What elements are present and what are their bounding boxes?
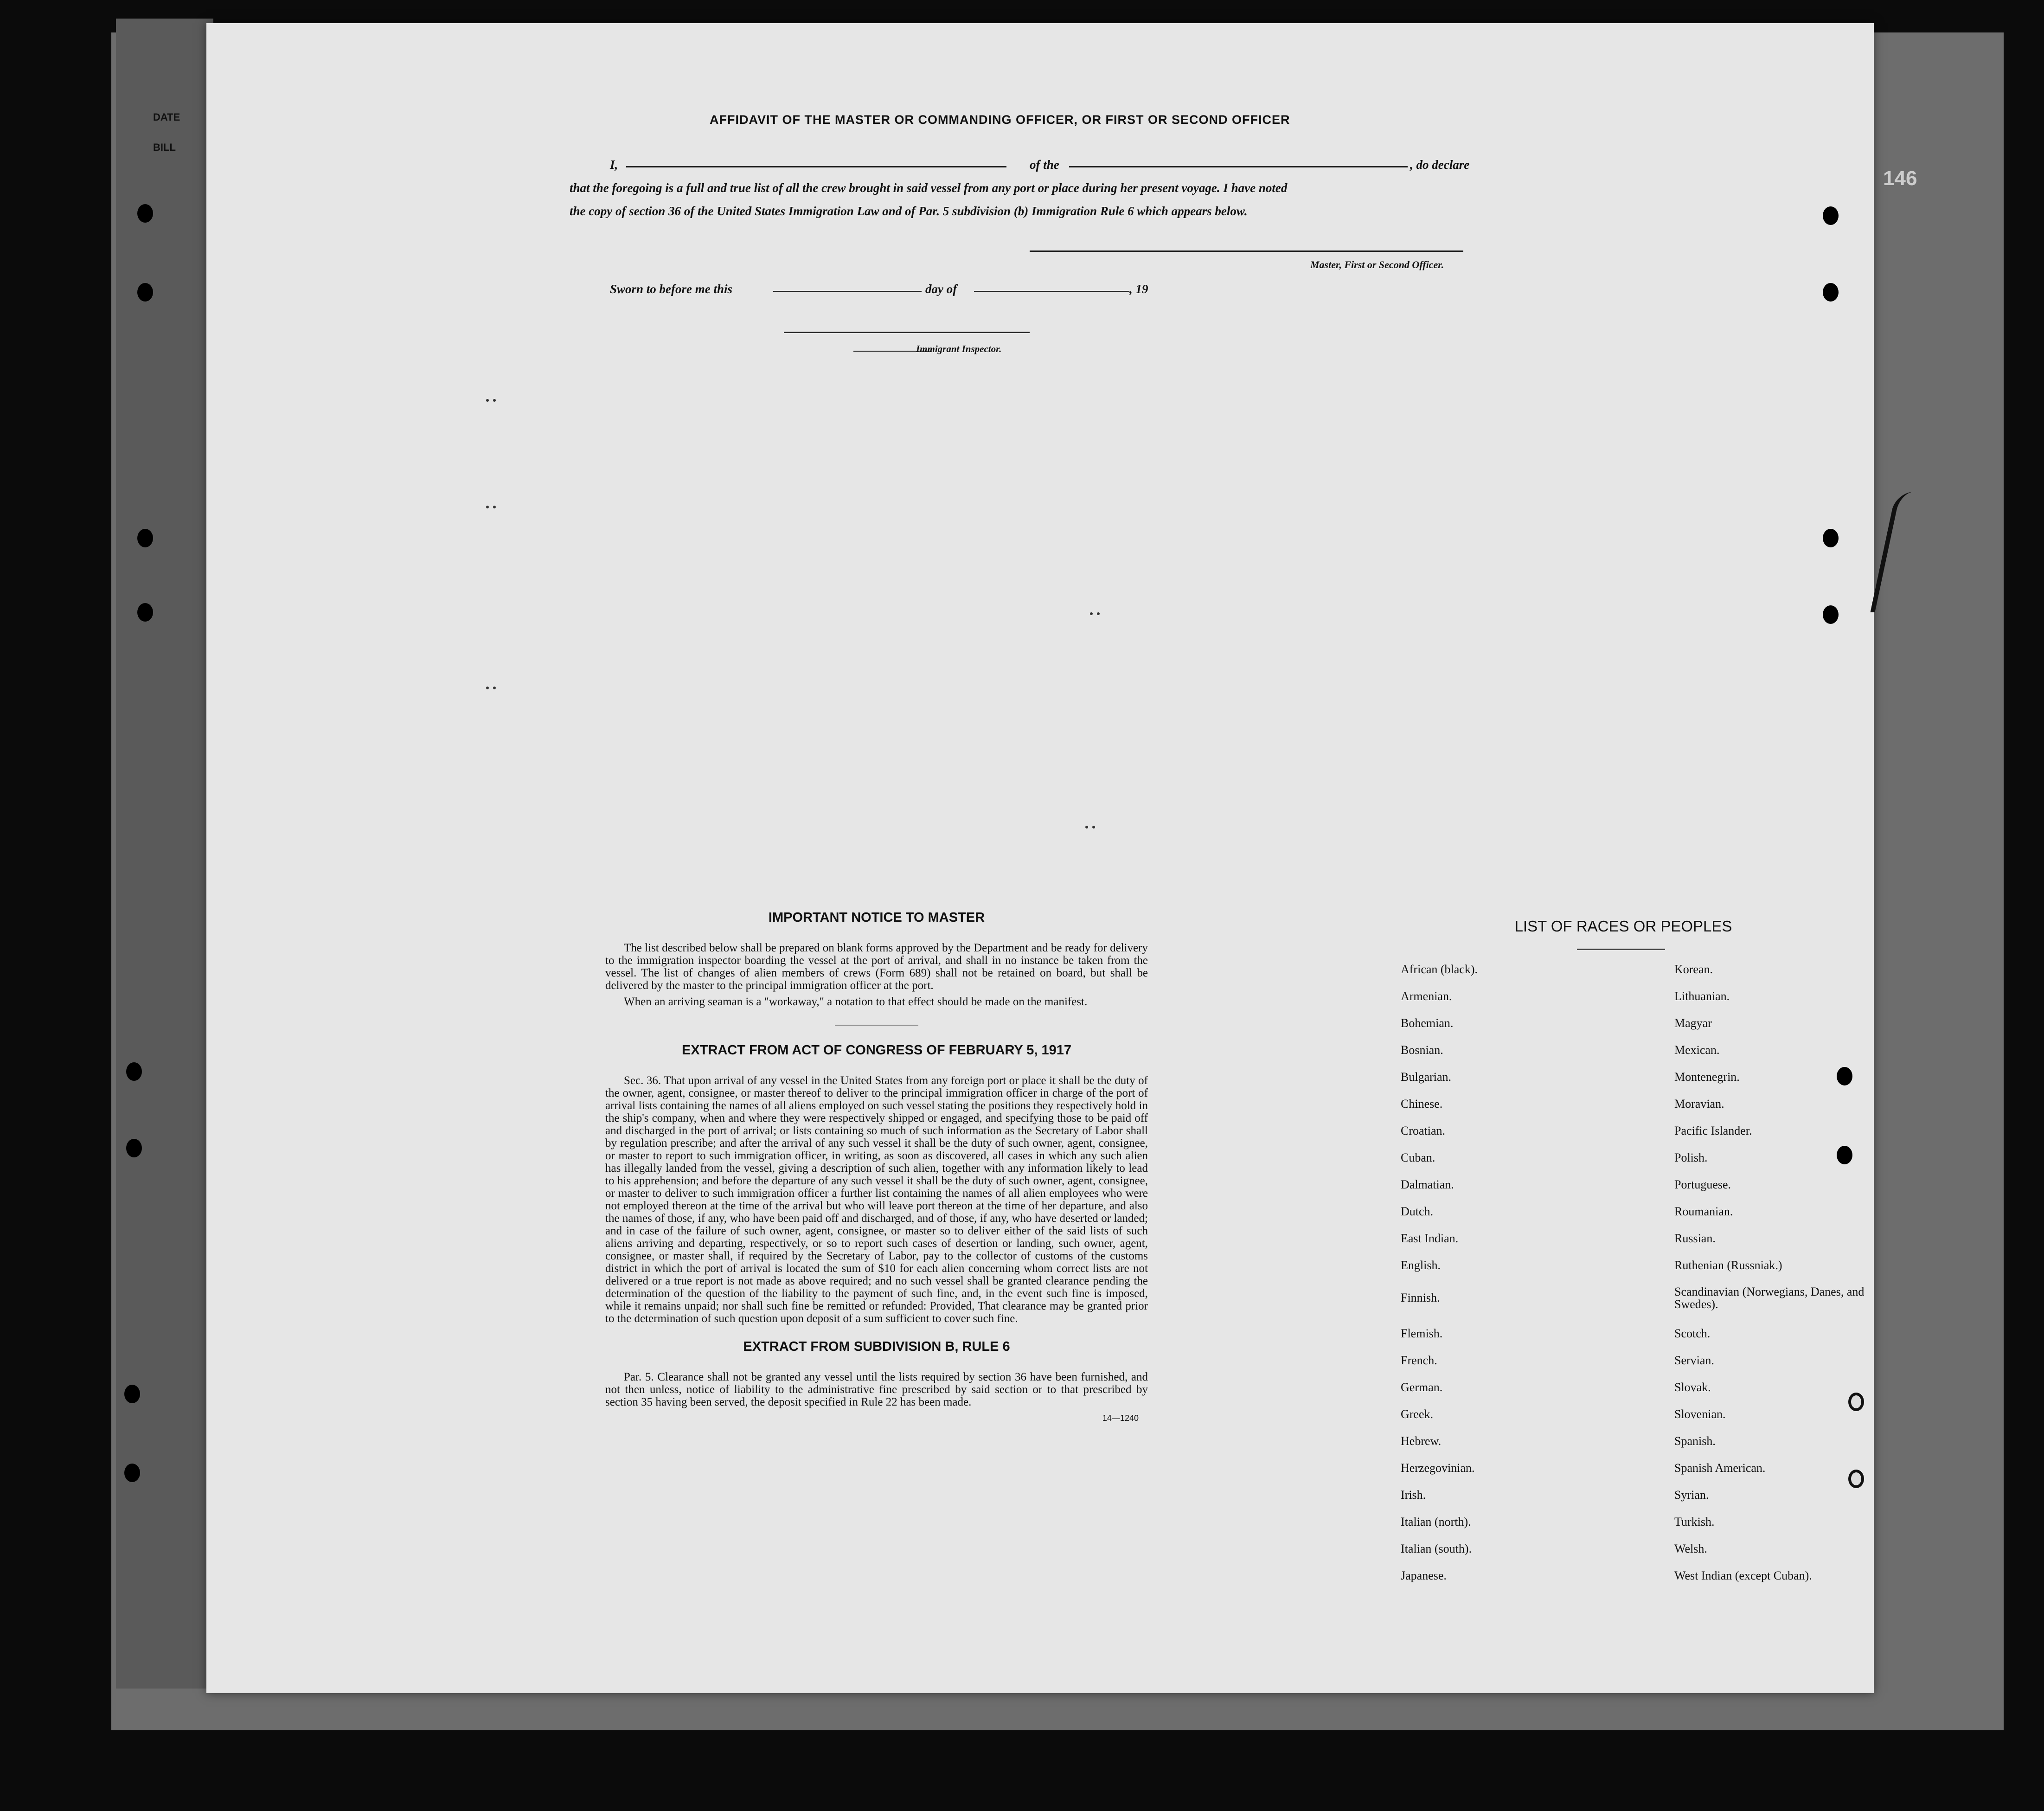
binder-hole — [1848, 1470, 1864, 1488]
binder-hole — [1837, 1067, 1852, 1085]
race-right: Welsh. — [1674, 1542, 1707, 1555]
race-right: Turkish. — [1674, 1515, 1715, 1528]
binder-hole — [137, 603, 153, 622]
races-title-rule — [1577, 949, 1665, 950]
race-right: Servian. — [1674, 1354, 1714, 1367]
race-right: Korean. — [1674, 963, 1713, 976]
stray-mark — [1085, 826, 1088, 828]
race-right: Slovak. — [1674, 1381, 1711, 1394]
race-left: Croatian. — [1401, 1124, 1446, 1137]
binder-hole — [1823, 605, 1839, 624]
race-right: Pacific Islander. — [1674, 1124, 1752, 1137]
stray-mark — [493, 506, 496, 508]
binder-hole — [1823, 529, 1839, 547]
sheet-number: 146 — [1883, 167, 1917, 190]
race-right: Syrian. — [1674, 1488, 1709, 1502]
race-left: Bosnian. — [1401, 1043, 1443, 1057]
race-right: Spanish. — [1674, 1434, 1716, 1448]
separator — [835, 1025, 918, 1026]
binder-hole — [1823, 206, 1839, 225]
affidavit-do-declare: , do declare — [1410, 158, 1470, 172]
races-title: LIST OF RACES OR PEOPLES — [1514, 918, 1732, 935]
race-left: Flemish. — [1401, 1327, 1443, 1340]
affidavit-i-label: I, — [610, 158, 618, 172]
race-left: African (black). — [1401, 963, 1478, 976]
race-left: Bulgarian. — [1401, 1070, 1452, 1084]
race-left: East Indian. — [1401, 1232, 1459, 1245]
binder-hole — [137, 283, 153, 302]
race-right: Spanish American. — [1674, 1461, 1766, 1475]
race-right: Ruthenian (Russniak.) — [1674, 1259, 1782, 1272]
section-36-text: Sec. 36. That upon arrival of any vessel in the United States from any foreign port or place it shall be the duty of the owner, agent, consignee, or master thereof to deliver to the principal immigration officer in charge of the port of arrival lists containing the names of all aliens employed on such vessel stating the positions they respectively hold in the ship's company, when and where they were respectively shipped or engaged, and specifying those to be paid off and discharged in the port of arrival; or lists containing so much of such information as the Secretary of Labor shall by regulation prescribe; and after the arrival of any such vessel it shall be the duty of such owner, agent, consignee, or master to report to such immigration officer, in writing, as soon as discovered, all cases in which any such alien has illegally landed from the vessel, giving a description of such alien, together with any information likely to lead to his apprehension; and before the departure of any such vessel it shall be the duty of such owner, agent, consignee, or master to deliver to such immigration officer a further list containing the names of all alien employees who were not employed thereon at the time of the arrival but who will leave port thereon at the time of her departure, and also the names of those, if any, who have been paid off and discharged, and of those, if any, who have deserted or landed; and in case of the failure of such owner, agent, consignee, or master so to deliver either of the said lists of such aliens arriving and departing, respectively, or so to report such cases of desertion or landing, such owner, agent, consignee, or master shall, if required by the Secretary of Labor, pay to the collector of customs of the customs district in which the port of arrival is located the sum of $10 for each alien concerning whom correct lists are not delivered or a true report is not made as above required; and no such vessel shall be granted clearance pending the determination of the question of the liability to the payment of such fine, and, in the event such fine is imposed, while it remains unpaid; nor shall such fine be remitted or refunded: Provided, That clearance may be granted prior to the determination of such question upon deposit of a sum sufficient to cover such fine. — [605, 1074, 1148, 1325]
underlying-sheet-left-edge — [116, 19, 213, 1689]
stray-mark — [486, 506, 489, 508]
race-right: Mexican. — [1674, 1043, 1720, 1057]
extract-1917-heading: EXTRACT FROM ACT OF CONGRESS OF FEBRUARY 5, 1917 — [681, 1043, 1072, 1058]
date-label: DATE — [153, 111, 180, 123]
race-left: Hebrew. — [1401, 1434, 1442, 1448]
race-left: Finnish. — [1401, 1291, 1440, 1304]
stray-mark — [493, 399, 496, 402]
day-of-label: day of — [925, 282, 957, 296]
race-left: Armenian. — [1401, 989, 1452, 1003]
binder-hole — [1837, 1146, 1852, 1164]
binder-hole — [126, 1139, 142, 1157]
bill-label: BILL — [153, 141, 176, 153]
race-right: Polish. — [1674, 1151, 1708, 1164]
race-right: West Indian (except Cuban). — [1674, 1569, 1812, 1582]
binder-hole — [137, 204, 153, 223]
form-number: 14—1240 — [1102, 1413, 1139, 1423]
name-line — [626, 166, 1006, 167]
binder-hole — [126, 1062, 142, 1081]
race-left: German. — [1401, 1381, 1443, 1394]
race-left: French. — [1401, 1354, 1437, 1367]
race-left: Italian (south). — [1401, 1542, 1472, 1555]
inspector-signature-line — [784, 332, 1030, 333]
race-left: Herzegovinian. — [1401, 1461, 1475, 1475]
race-left: Dutch. — [1401, 1205, 1434, 1218]
affidavit-line-3: the copy of section 36 of the United States Immigration Law and of Par. 5 subdivision (b) Immigration Rule 6 which appears below. — [570, 204, 1248, 218]
binder-hole — [1823, 283, 1839, 302]
race-right: Montenegrin. — [1674, 1070, 1740, 1084]
affidavit-page — [206, 23, 1874, 1693]
binder-hole — [137, 529, 153, 547]
race-left: Cuban. — [1401, 1151, 1435, 1164]
stray-mark — [486, 687, 489, 689]
stray-mark — [1092, 826, 1095, 828]
sworn-day-line — [773, 291, 922, 292]
race-right: Lithuanian. — [1674, 989, 1730, 1003]
race-left: Chinese. — [1401, 1097, 1443, 1111]
vessel-line — [1069, 166, 1408, 167]
affidavit-line-2: that the foregoing is a full and true list of all the crew brought in said vessel from any port or place during her present voyage. I have noted — [570, 181, 1288, 195]
race-left: English. — [1401, 1259, 1441, 1272]
notice-paragraph-2: When an arriving seaman is a "workaway," a notation to that effect should be made on the manifest. — [624, 995, 1088, 1008]
notice-paragraph-1: The list described below shall be prepared on blank forms approved by the Department and be ready for delivery to the immigration inspector boarding the vessel at the port of arrival, and shall in no instance be taken from the vessel. The list of changes of alien members of crews (Form 689) shall not be retained on board, but shall be delivered by the master to the principal immigration officer at the port. — [605, 942, 1148, 992]
inspector-label: Immigrant Inspector. — [916, 343, 1002, 354]
affidavit-of-the: of the — [1030, 158, 1059, 172]
race-right: Scandinavian (Norwegians, Danes, and Swedes). — [1674, 1285, 1865, 1311]
binder-hole — [124, 1385, 140, 1403]
affidavit-title: AFFIDAVIT OF THE MASTER OR COMMANDING OFFICER, OR FIRST OR SECOND OFFICER — [710, 113, 1290, 127]
race-left: Italian (north). — [1401, 1515, 1471, 1528]
paragraph-5-text: Par. 5. Clearance shall not be granted any vessel until the lists required by section 36 have been furnished, and not then unless, notice of liability to the administrative fine prescribed by said section or to that prescribed by section 35 having been served, the deposit specified in Rule 22 has been made. — [605, 1371, 1148, 1408]
race-right: Magyar — [1674, 1016, 1712, 1030]
race-right: Russian. — [1674, 1232, 1716, 1245]
signature-line — [1030, 250, 1463, 252]
race-right: Portuguese. — [1674, 1178, 1731, 1191]
race-right: Scotch. — [1674, 1327, 1711, 1340]
stray-mark — [493, 687, 496, 689]
race-left: Greek. — [1401, 1407, 1434, 1421]
race-right: Moravian. — [1674, 1097, 1724, 1111]
month-line — [974, 291, 1129, 292]
year-label: , 19 — [1129, 282, 1148, 296]
notice-heading: IMPORTANT NOTICE TO MASTER — [768, 910, 985, 925]
signature-label: Master, First or Second Officer. — [1310, 259, 1444, 270]
extract-rule-6-heading: EXTRACT FROM SUBDIVISION B, RULE 6 — [743, 1339, 1010, 1354]
binder-hole — [124, 1464, 140, 1482]
race-left: Bohemian. — [1401, 1016, 1454, 1030]
race-left: Japanese. — [1401, 1569, 1447, 1582]
binder-hole — [1848, 1393, 1864, 1411]
sworn-label: Sworn to before me this — [610, 282, 733, 296]
race-right: Roumanian. — [1674, 1205, 1733, 1218]
race-left: Irish. — [1401, 1488, 1426, 1502]
race-right: Slovenian. — [1674, 1407, 1726, 1421]
stray-mark — [486, 399, 489, 402]
race-left: Dalmatian. — [1401, 1178, 1454, 1191]
stray-mark — [1090, 612, 1093, 615]
stray-mark — [1097, 612, 1100, 615]
notice-to-master — [605, 912, 1148, 1425]
